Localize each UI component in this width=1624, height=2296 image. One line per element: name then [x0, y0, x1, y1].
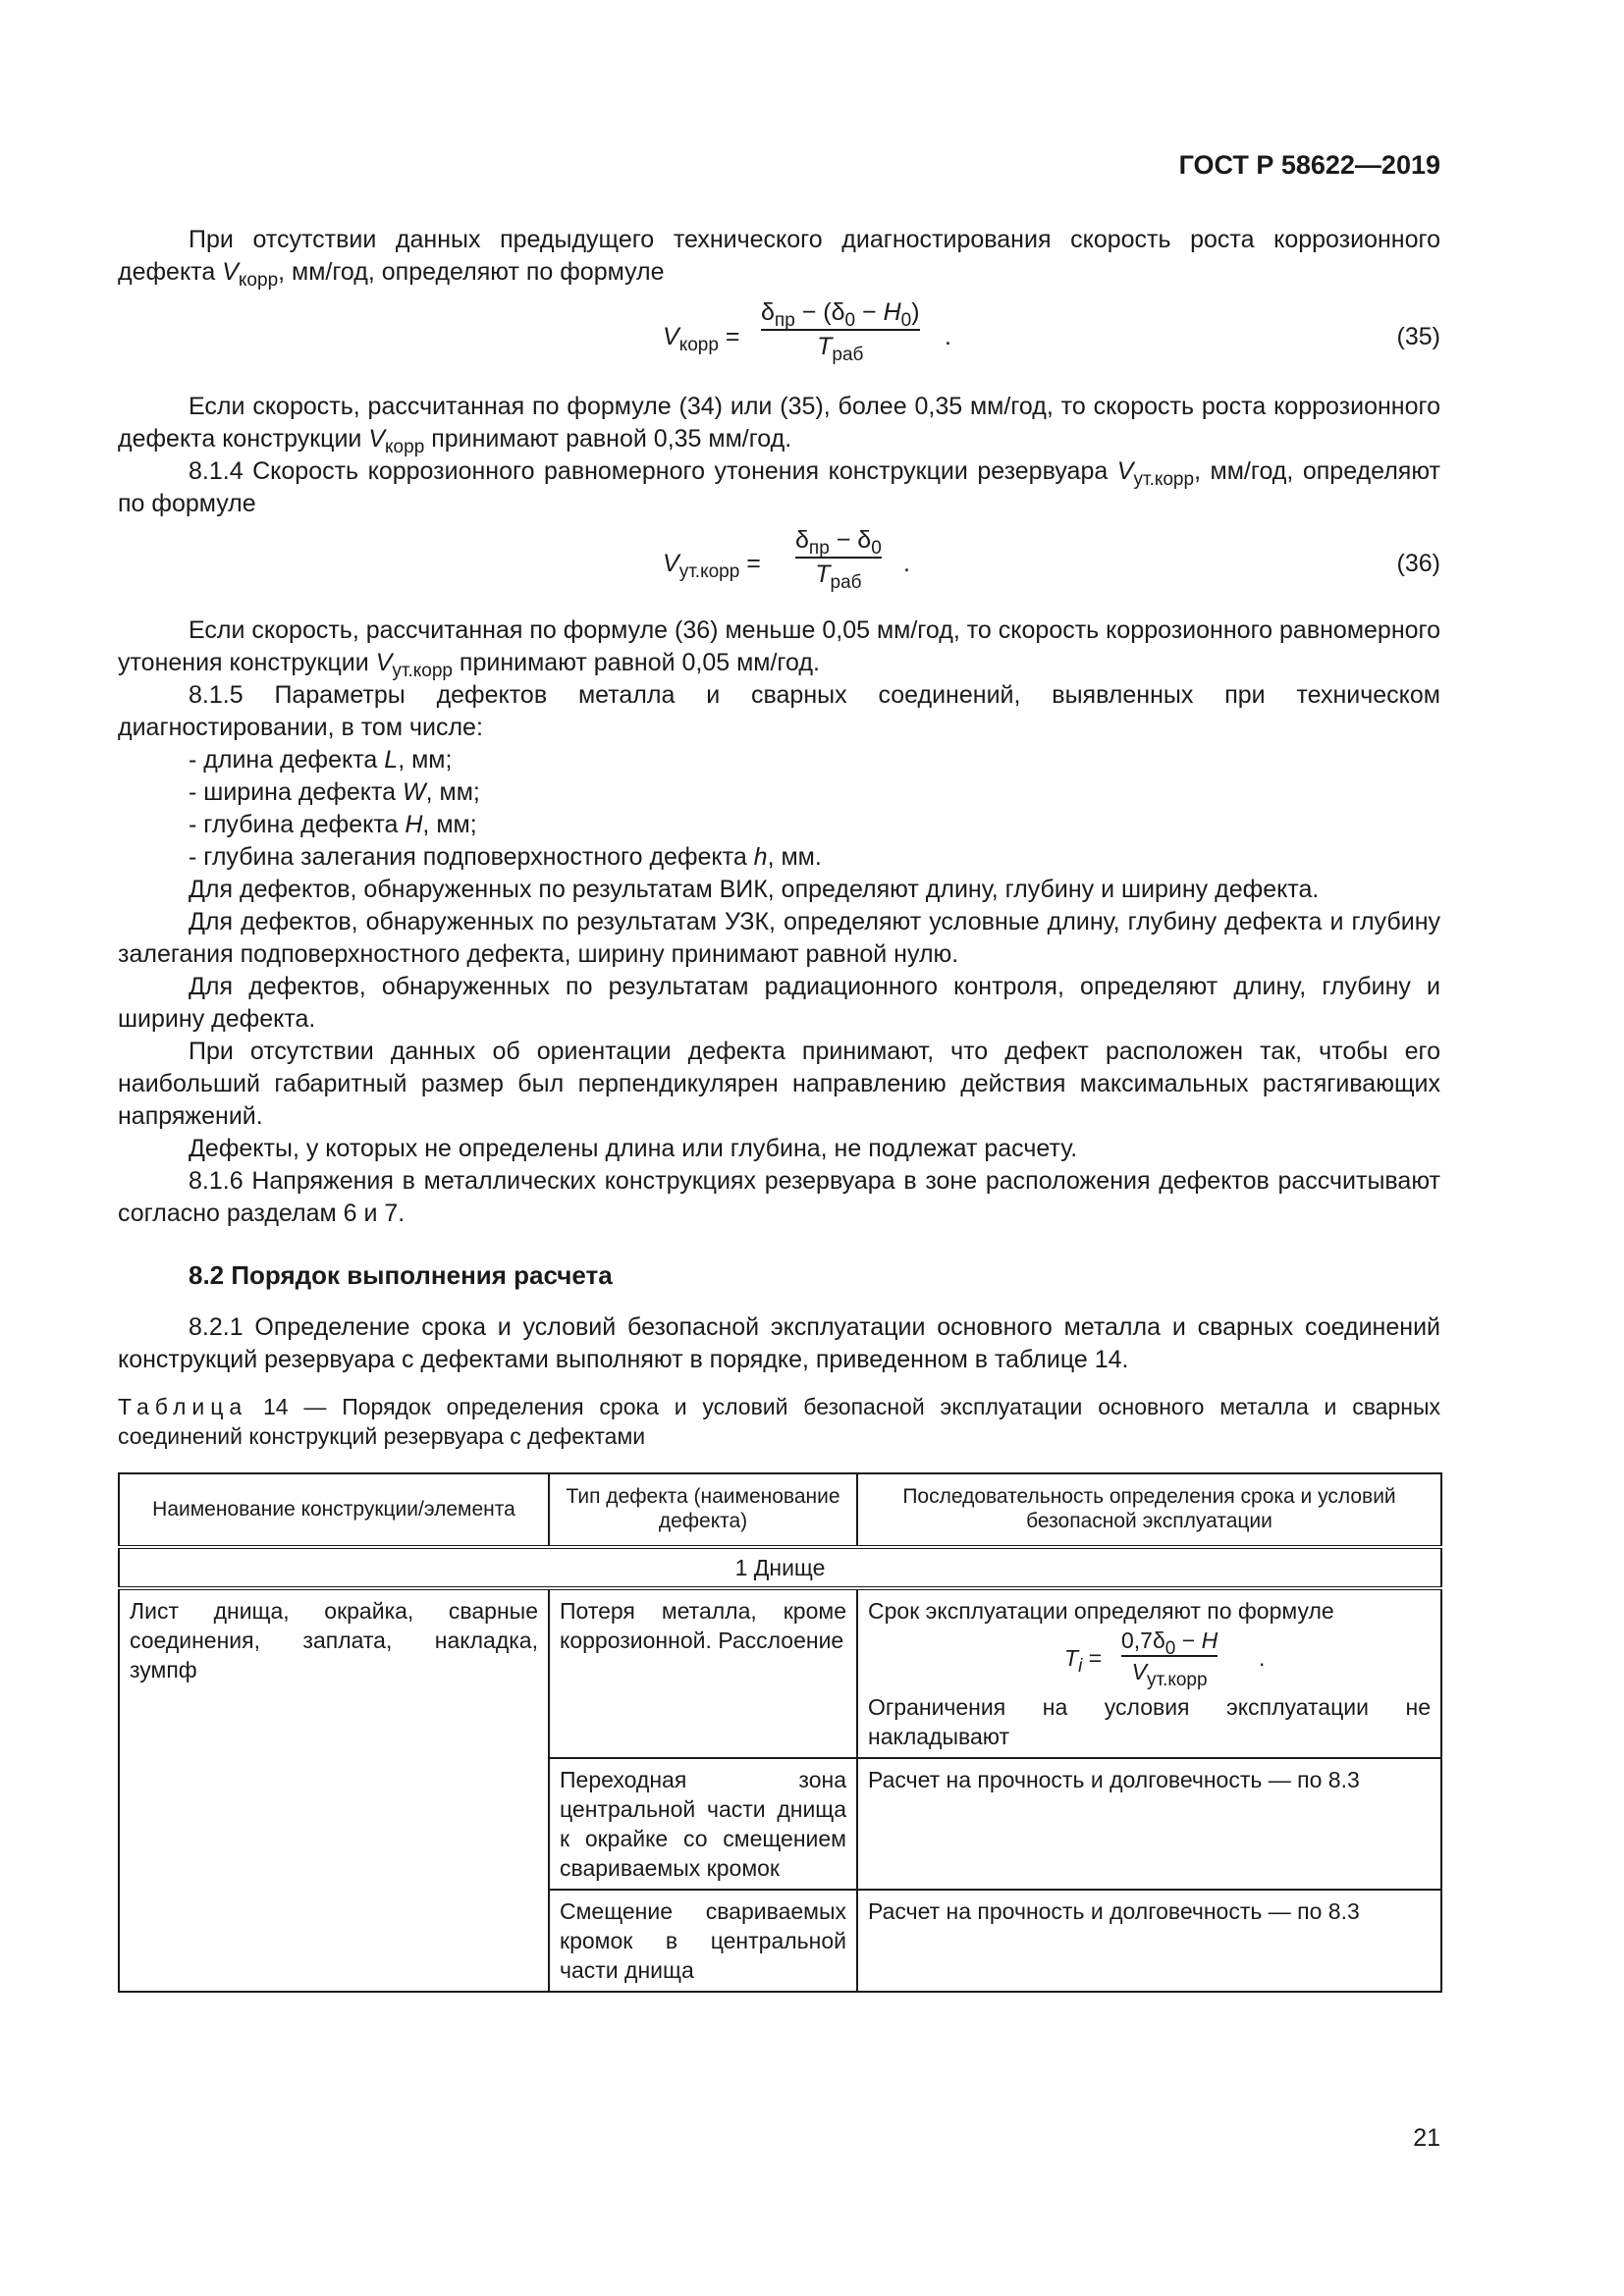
formula-35: $V_{корр}$ = $\delta_{пр} - (\delta_0 - H_0)$ $T_{раб}$ . (35) — [663, 298, 1440, 365]
paragraph: 8.1.5 Параметры дефектов металла и сварных соединений, выявленных при техническом диагностировании, в том числе: — [118, 681, 1440, 741]
formula-ti: $T_i$ = $0,7\delta_0 - H$ $V_{ут.корр}$ . — [1064, 1628, 1266, 1690]
paragraph: Дефекты, у которых не определены длина или глубина, не подлежат расчету. — [189, 1135, 1078, 1162]
section-title: 8.2 Порядок выполнения расчета — [189, 1260, 613, 1290]
defect-cell: Смещение свариваемых кромок в центральной части днища — [549, 1890, 857, 1992]
order-cell: Расчет на прочность и долговечность — по 8.3 — [857, 1890, 1441, 1992]
defect-cell: Потеря металла, кроме коррозионной. Расслоение — [549, 1588, 857, 1758]
paragraph: Для дефектов, обнаруженных по результатам радиационного контроля, определяют длину, глубину и ширину дефекта. — [118, 973, 1440, 1033]
paragraph: 8.1.6 Напряжения в металлических конструкциях резервуара в зоне расположения дефектов рассчитывают согласно разделам 6 и 7. — [118, 1167, 1440, 1227]
equation-number: (36) — [1396, 550, 1440, 577]
formula-36: $V_{ут.корр}$ = $\delta_{пр} - \delta_0$ $T_{раб}$ . (36) — [663, 526, 1440, 593]
defect-cell: Переходная зона центральной части днища к окрайке со смещением свариваемых кромок — [549, 1758, 857, 1890]
list-item: - ширина дефекта W, мм; — [189, 778, 480, 806]
element-cell: Лист днища, окрайка, сварные соединения, заплата, накладка, зумпф — [119, 1588, 549, 1992]
paragraph: Если скорость, рассчитанная по формуле (36) меньше 0,05 мм/год, то скорость коррозионного равномерного утонения конструкции $V_{ут.корр}$ принимают равной 0,05 мм/год. — [118, 616, 1440, 681]
order-cell: Расчет на прочность и долговечность — по 8.3 — [857, 1758, 1441, 1890]
table-header-row — [119, 1473, 1441, 1547]
paragraph: При отсутствии данных об ориентации дефекта принимают, что дефект расположен так, чтобы его наибольший габаритный размер был перпендикулярен направлению действия максимальных растягивающих напряжений. — [118, 1038, 1440, 1130]
table-row — [119, 1588, 1441, 1758]
equation-number: (35) — [1396, 323, 1440, 350]
paragraph: Для дефектов, обнаруженных по результатам ВИК, определяют длину, глубину и ширину дефекта. — [189, 876, 1320, 903]
document-body — [118, 224, 1440, 1993]
paragraph: 8.2.1 Определение срока и условий безопасной эксплуатации основного металла и сварных соединений конструкций резервуара с дефектами выполняют в порядке, приведенном в таблице 14. — [118, 1313, 1440, 1373]
page-number: 21 — [1413, 2124, 1440, 2152]
defects-table — [118, 1472, 1442, 1993]
paragraph: При отсутствии данных предыдущего технического диагностирования скорость роста коррозионного дефекта $V_{корр}$, мм/год, определяют по формуле — [118, 226, 1440, 291]
paragraph: Для дефектов, обнаруженных по результатам УЗК, определяют условные длину, глубину дефекта и глубину залегания подповерхностного дефекта, ширину принимают равной нулю. — [118, 908, 1440, 968]
column-header: Последовательность определения срока и условий безопасной эксплуатации — [857, 1473, 1441, 1547]
standard-header: ГОСТ Р 58622—2019 — [1178, 150, 1440, 180]
table-section-row — [119, 1547, 1441, 1588]
list-item: - глубина залегания подповерхностного дефекта h, мм. — [189, 843, 822, 871]
column-header: Тип дефекта (наименование дефекта) — [549, 1473, 857, 1547]
table-caption: Таблица 14 — Порядок определения срока и условий безопасной эксплуатации основного металла и сварных соединений конструкций резервуара с дефектами — [118, 1394, 1440, 1449]
paragraph: Если скорость, рассчитанная по формуле (34) или (35), более 0,35 мм/год, то скорость роста коррозионного дефекта конструкции $V_{корр}$ принимают равной 0,35 мм/год. — [118, 393, 1440, 457]
list-item: - глубина дефекта H, мм; — [189, 811, 477, 838]
list-item: - длина дефекта L, мм; — [189, 746, 453, 774]
paragraph: 8.1.4 Скорость коррозионного равномерного утонения конструкции резервуара $V_{ут.корр}$, мм/год, определяют по формуле — [118, 457, 1440, 517]
column-header: Наименование конструкции/элемента — [119, 1473, 549, 1547]
order-cell: Срок эксплуатации определяют по формуле $T_i$ = $0,7\delta_0 - H$ $V_{ут.корр}$ . Ограничения на условия эксплуатации не накладывают — [857, 1588, 1441, 1758]
section-label: 1 Днище — [119, 1547, 1441, 1588]
